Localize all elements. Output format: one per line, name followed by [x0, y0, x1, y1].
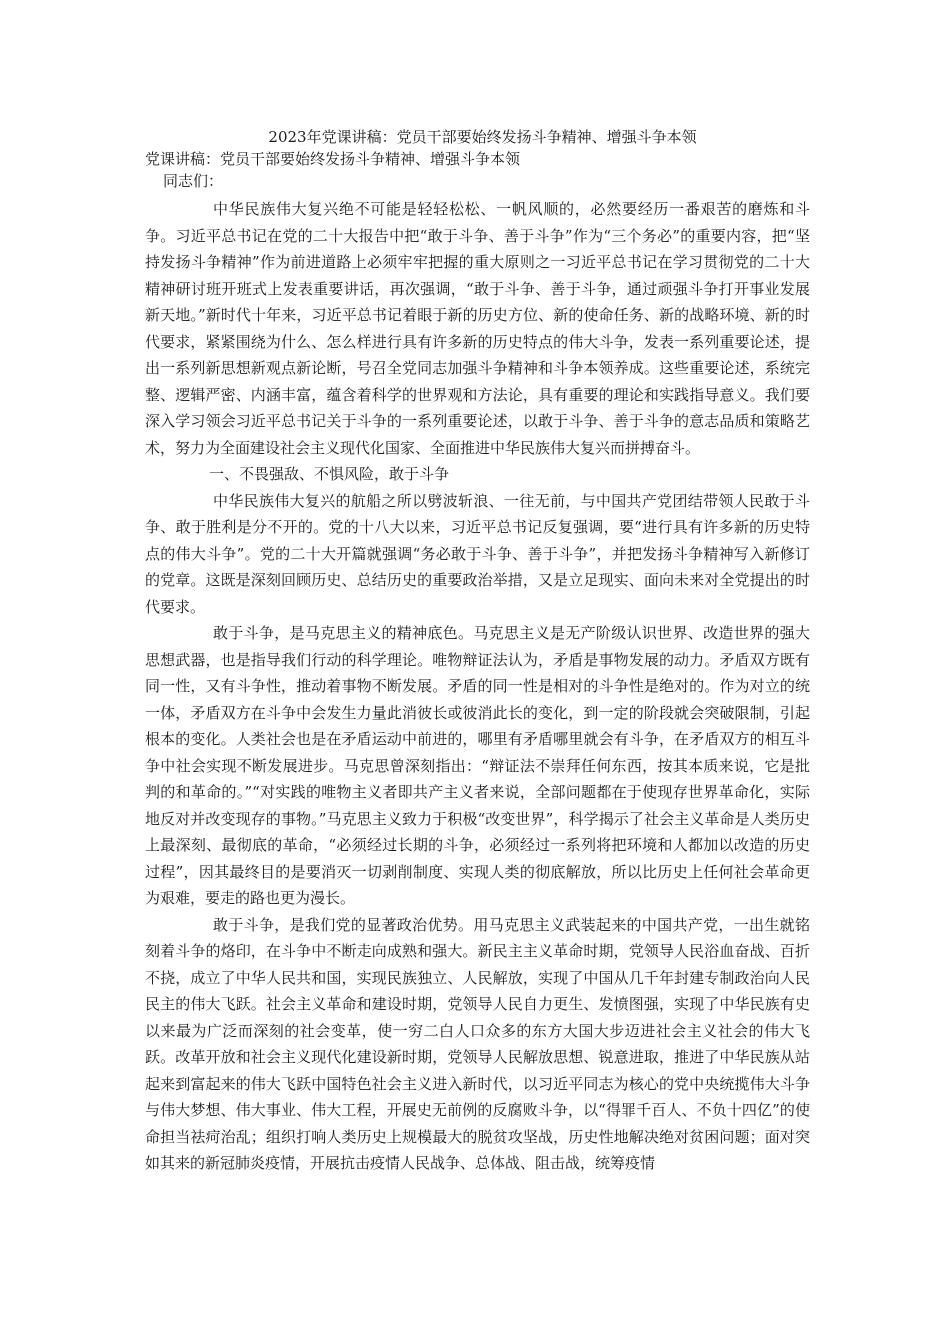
body-paragraph: 敢于斗争，是马克思主义的精神底色。马克思主义是无产阶级认识世界、改造世界的强大思想武器，也是指导我们行动的科学理论。唯物辩证法认为，矛盾是事物发展的动力。矛盾双方既有同一性，又有斗争性，推动着事物不断发展。矛盾的同一性是相对的斗争性是绝对的。作为对立的统一体，矛盾双方在斗争中会发生力量此消彼长或彼消此长的变化，到一定的阶段就会突破限制，引起根本的变化。人类社会也是在矛盾运动中前进的，哪里有矛盾哪里就会有斗争，在矛盾双方的相互斗争中社会实现不断发展进步。马克思曾深刻指出：“辩证法不崇拜任何东西，按其本质来说，它是批判的和革命的。”“对实践的唯物主义者即共产主义者来说，全部问题都在于使现存世界革命化，实际地反对并改变现存的事物。”马克思主义致力于积极“改变世界”，科学揭示了社会主义革命是人类历史上最深刻、最彻底的革命，“必须经过长期的斗争，必须经过一系列将把环境和人都加以改造的历史过程”，因其最终目的是要消灭一切剥削制度、实现人类的彻底解放，所以比历史上任何社会革命更为艰难，要走的路也更为漫长。: [145, 624, 810, 907]
intro-paragraph: 中华民族伟大复兴绝不可能是轻轻松松、一帆风顺的，必然要经历一番艰苦的磨炼和斗争。习近平总书记在党的二十大报告中把“敢于斗争、善于斗争”作为“三个务必”的重要内容，把“坚持发扬斗争精神”作为前进道路上必须牢牢把握的重大原则之一习近平总书记在学习贯彻党的二十大精神研讨班开班式上发表重要讲话，再次强调，“敢于斗争、善于斗争，通过顽强斗争打开事业发展新天地。”新时代十年来，习近平总书记着眼于新的历史方位、新的使命任务、新的战略环境、新的时代要求，紧紧围绕为什么、怎么样进行具有许多新的历史特点的伟大斗争，发表一系列重要论述，提出一系列新思想新观点新论断，号召全党同志加强斗争精神和斗争本领养成。这些重要论述，系统完整、逻辑严密、内涵丰富，蕴含着科学的世界观和方法论，具有重要的理论和实践指导意义。我们要深入学习领会习近平总书记关于斗争的一系列重要论述，以敢于斗争、善于斗争的意志品质和策略艺术，努力为全面建设社会主义现代化国家、全面推进中华民族伟大复兴而拼搏奋斗。: [145, 200, 810, 457]
salutation: 同志们：: [163, 172, 224, 190]
document-title: 2023年党课讲稿：党员干部要始终发扬斗争精神、增强斗争本领: [268, 128, 697, 146]
section-heading: 一、不畏强敌、不惧风险，敢于斗争: [209, 465, 450, 483]
body-paragraph: 敢于斗争，是我们党的显著政治优势。用马克思主义武装起来的中国共产党，一出生就铭刻着斗争的烙印，在斗争中不断走向成熟和强大。新民主主义革命时期，党领导人民浴血奋战、百折不挠，成立了中华人民共和国，实现民族独立、人民解放，实现了中国从几千年封建专制政治向人民民主的伟大飞跃。社会主义革命和建设时期，党领导人民自力更生、发愤图强，实现了中华民族有史以来最为广泛而深刻的社会变革，使一穷二白人口众多的东方大国大步迈进社会主义社会的伟大飞跃。改革开放和社会主义现代化建设新时期，党领导人民解放思想、锐意进取，推进了中华民族从站起来到富起来的伟大飞跃中国特色社会主义进入新时代，以习近平同志为核心的党中央统揽伟大斗争与伟大梦想、伟大事业、伟大工程，开展史无前例的反腐败斗争，以“得罪千百人、不负十四亿”的使命担当祛疴治乱；组织打响人类历史上规模最大的脱贫攻坚战，历史性地解决绝对贫困问题；面对突如其来的新冠肺炎疫情，开展抗击疫情人民战争、总体战、阻击战，统筹疫情: [145, 915, 810, 1172]
body-paragraph: 中华民族伟大复兴的航船之所以劈波斩浪、一往无前，与中国共产党团结带领人民敢于斗争、敢于胜利是分不开的。党的十八大以来，习近平总书记反复强调，要“进行具有许多新的历史特点的伟大斗争”。党的二十大开篇就强调“务必敢于斗争、善于斗争”，并把发扬斗争精神写入新修订的党章。这既是深刻回顾历史、总结历史的重要政治举措，又是立足现实、面向未来对全党提出的时代要求。: [145, 491, 810, 616]
document-subtitle: 党课讲稿：党员干部要始终发扬斗争精神、增强斗争本领: [145, 150, 521, 168]
document-page: [145, 126, 810, 1177]
